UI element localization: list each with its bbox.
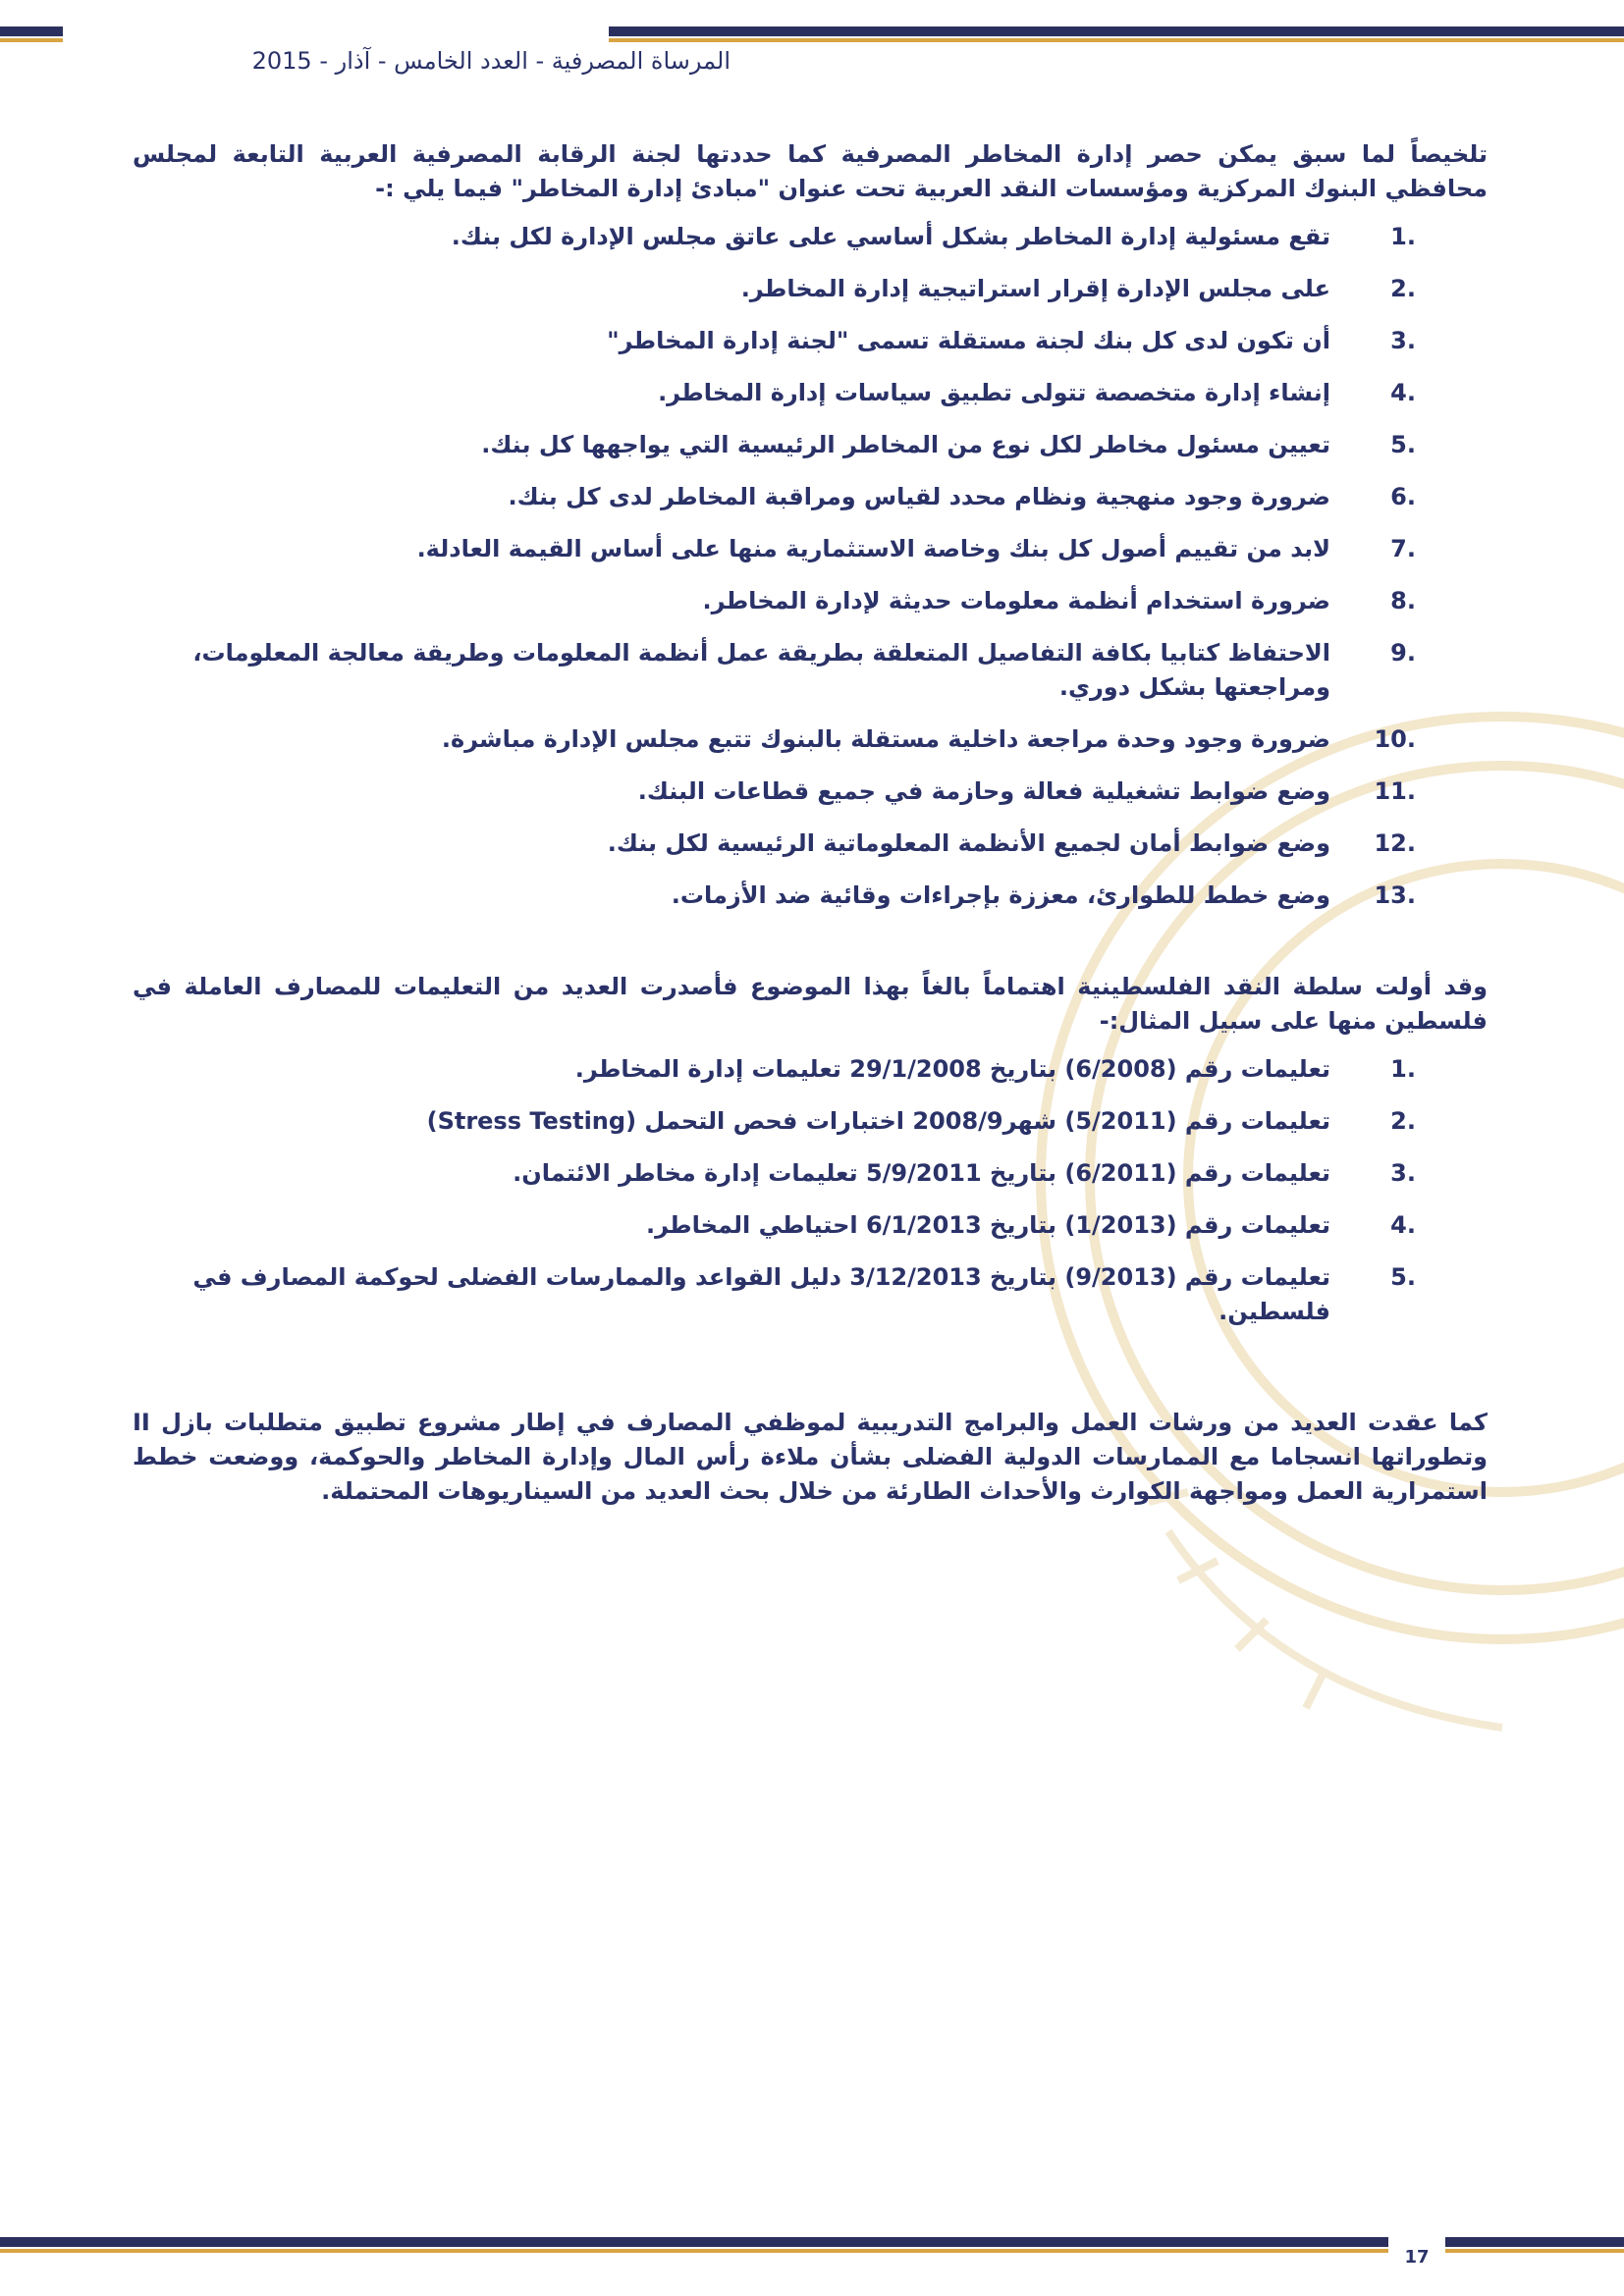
pma-paragraph: وقد أولت سلطة النقد الفلسطينية اهتماماً بالغاً بهذا الموضوع فأصدرت العديد من التعليمات للمصارف العاملة في فلسطين منها على سبيل المثال:- [133, 973, 1488, 1035]
list-item [133, 480, 1488, 514]
list-number: 1. [1390, 1055, 1416, 1083]
list-number: 10. [1374, 725, 1416, 753]
list-text: على مجلس الإدارة إقرار استراتيجية إدارة المخاطر. [740, 275, 1330, 302]
list-text: تعليمات رقم (5/2011) شهر2008/9 اختبارات فحص التحمل (Stress Testing) [426, 1107, 1330, 1135]
list-number: 11. [1374, 777, 1416, 805]
list-item [133, 324, 1488, 358]
list-number: 3. [1390, 1159, 1416, 1187]
list-text: ضرورة وجود منهجية ونظام محدد لقياس ومراقبة المخاطر لدى كل بنك. [508, 483, 1330, 510]
list-item [133, 220, 1488, 254]
list-item [133, 272, 1488, 306]
list-item [133, 376, 1488, 410]
list-text: تعيين مسئول مخاطر لكل نوع من المخاطر الرئيسية التي يواجهها كل بنك. [481, 431, 1330, 458]
list-number: 1. [1390, 223, 1416, 250]
list-number: 2. [1390, 275, 1416, 302]
footer-bar-right [1445, 2237, 1624, 2247]
list-number: 9. [1390, 639, 1416, 667]
list-item [133, 428, 1488, 462]
list-item [133, 584, 1488, 618]
list-item [133, 1104, 1488, 1139]
list-number: 4. [1390, 1211, 1416, 1239]
list-text: إنشاء إدارة متخصصة تتولى تطبيق سياسات إدارة المخاطر. [658, 379, 1330, 406]
list-text: تعليمات رقم (6/2011) بتاريخ 5/9/2011 تعليمات إدارة مخاطر الائتمان. [513, 1159, 1330, 1187]
list-text: الاحتفاظ كتابيا بكافة التفاصيل المتعلقة بطريقة عمل أنظمة المعلومات وطريقة معالجة المعلومات، ومراجعتها بشكل دوري. [192, 639, 1330, 701]
list-text: أن تكون لدى كل بنك لجنة مستقلة تسمى "لجنة إدارة المخاطر" [607, 327, 1330, 354]
list-number: 5. [1390, 431, 1416, 458]
footer-bar-left [0, 2237, 1388, 2247]
list-item [133, 827, 1488, 861]
list-item [133, 532, 1488, 566]
list-item [133, 879, 1488, 913]
header-bar-left [0, 27, 63, 36]
closing-paragraph: كما عقدت العديد من ورشات العمل والبرامج التدريبية لموظفي المصارف في إطار مشروع تطبيق متطلبات بازل II وتطوراتها انسجاما مع الممارسات الدولية الفضلى بشأن ملاءة رأس المال وإدارة المخاطر والحوكمة، ووضعت خطط استمرارية العمل ومواجهة الكوارث والأحداث الطارئة من خلال بحث العديد من السيناريوهات المحتملة. [133, 1409, 1488, 1505]
list-text: تعليمات رقم (6/2008) بتاريخ 29/1/2008 تعليمات إدارة المخاطر. [574, 1055, 1330, 1083]
list-text: تقع مسئولية إدارة المخاطر بشكل أساسي على عاتق مجلس الإدارة لكل بنك. [451, 223, 1330, 250]
list-number: 12. [1374, 829, 1416, 857]
list-text: تعليمات رقم (9/2013) بتاريخ 3/12/2013 دليل القواعد والممارسات الفضلى لحوكمة المصارف في فلسطين. [192, 1263, 1330, 1325]
list-text: وضع خطط للطوارئ، معززة بإجراءات وقائية ضد الأزمات. [671, 881, 1330, 909]
list-text: وضع ضوابط أمان لجميع الأنظمة المعلوماتية الرئيسية لكل بنك. [607, 829, 1330, 857]
list-item [133, 722, 1488, 757]
list-item [133, 1156, 1488, 1191]
list-item [133, 1208, 1488, 1243]
footer-accent-right [1445, 2249, 1624, 2253]
header-bar-right [609, 27, 1624, 36]
list-number: 6. [1390, 483, 1416, 510]
intro-paragraph: تلخيصاً لما سبق يمكن حصر إدارة المخاطر المصرفية كما حددتها لجنة الرقابة المصرفية العربية التابعة لمجلس محافظي البنوك المركزية ومؤسسات النقد العربية تحت عنوان "مبادئ إدارة المخاطر" فيما يلي :- [133, 140, 1488, 202]
list-text: وضع ضوابط تشغيلية فعالة وحازمة في جميع قطاعات البنك. [637, 777, 1330, 805]
list-number: 5. [1390, 1263, 1416, 1291]
list-item [133, 636, 1488, 705]
list-text: تعليمات رقم (1/2013) بتاريخ 6/1/2013 احتياطي المخاطر. [645, 1211, 1330, 1239]
footer-accent-left [0, 2249, 1388, 2253]
list-text: ضرورة استخدام أنظمة معلومات حديثة لإدارة المخاطر. [702, 587, 1330, 614]
page-number: 17 [1404, 2247, 1430, 2268]
list-number: 3. [1390, 327, 1416, 354]
principles-list [133, 220, 1488, 913]
running-title: المرساة المصرفية - العدد الخامس - آذار - 2015 [251, 47, 731, 75]
list-number: 4. [1390, 379, 1416, 406]
header-accent-left [0, 38, 63, 42]
header-accent-right [609, 38, 1624, 42]
list-number: 13. [1374, 881, 1416, 909]
list-text: لابد من تقييم أصول كل بنك وخاصة الاستثمارية منها على أساس القيمة العادلة. [416, 535, 1330, 562]
instructions-list [133, 1052, 1488, 1329]
list-number: 2. [1390, 1107, 1416, 1135]
article-body [133, 137, 1488, 1509]
list-item [133, 774, 1488, 809]
list-number: 7. [1390, 535, 1416, 562]
list-number: 8. [1390, 587, 1416, 614]
list-item [133, 1052, 1488, 1087]
list-item [133, 1260, 1488, 1329]
list-text: ضرورة وجود وحدة مراجعة داخلية مستقلة بالبنوك تتبع مجلس الإدارة مباشرة. [441, 725, 1330, 753]
